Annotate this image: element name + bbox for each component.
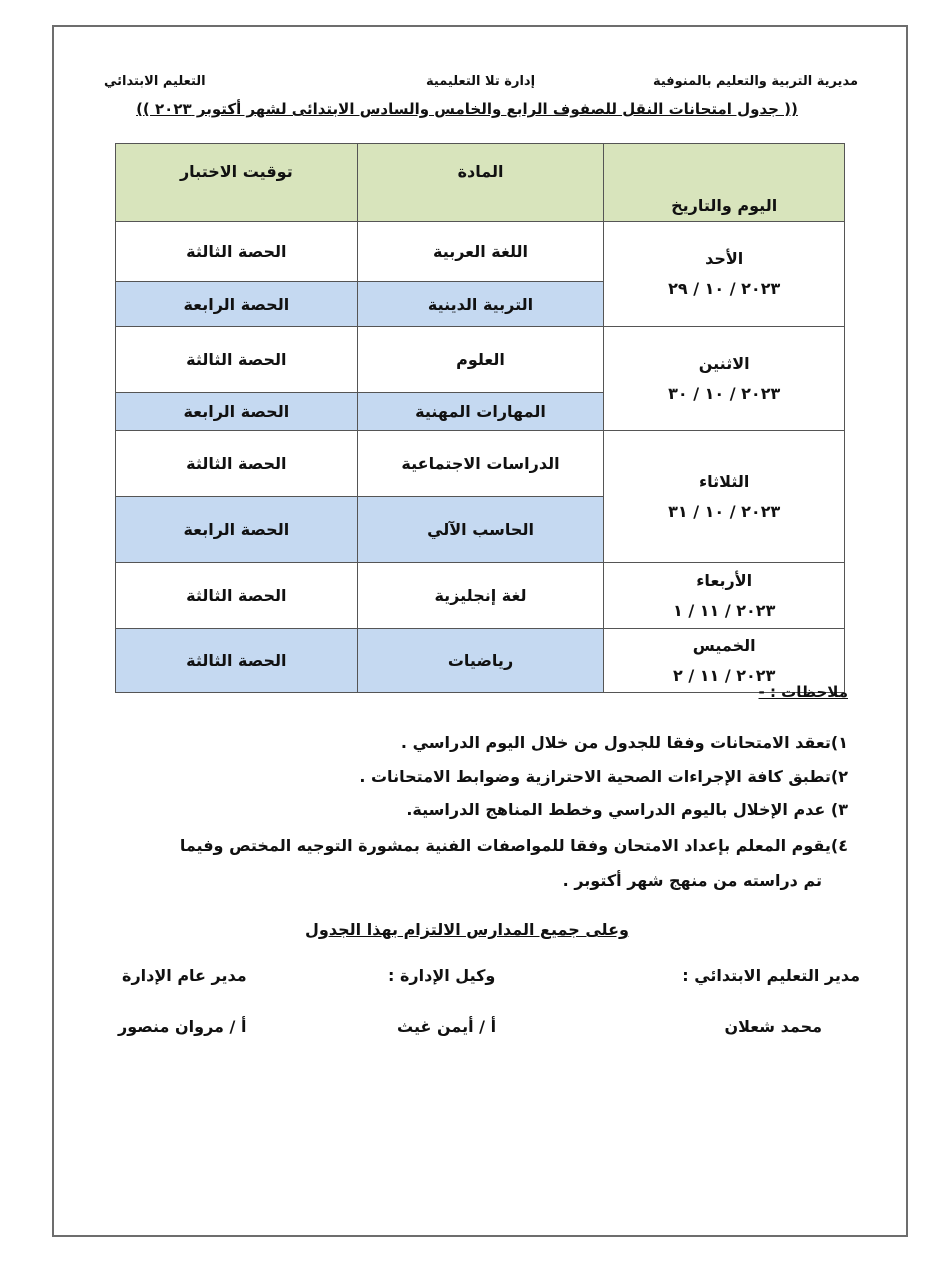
time-cell: الحصة الثالثة — [116, 222, 358, 282]
table-row — [116, 327, 845, 393]
subject-cell: الحاسب الآلي — [357, 497, 604, 563]
time-cell: الحصة الثالثة — [116, 327, 358, 393]
subject-cell: رياضيات — [357, 629, 604, 693]
day-date: ٢٠٢٣ / ١٠ / ٣١ — [668, 501, 781, 521]
deputy-title: وكيل الإدارة : — [388, 966, 496, 985]
subject-cell: اللغة العربية — [357, 222, 604, 282]
time-cell: الحصة الرابعة — [116, 497, 358, 563]
day-name: الأربعاء — [696, 570, 753, 590]
time-cell: الحصة الثالثة — [116, 629, 358, 693]
table-row — [116, 563, 845, 629]
notes-title: ملاحظات : - — [758, 683, 848, 701]
subject-cell: التربية الدينية — [357, 282, 604, 327]
primary-director-name: محمد شعلان — [724, 1017, 822, 1036]
header-subject: المادة — [357, 144, 604, 222]
day-name: الاثنين — [698, 353, 750, 373]
day-date: ٢٠٢٣ / ١٠ / ٣٠ — [668, 383, 781, 403]
subject-cell: المهارات المهنية — [357, 393, 604, 431]
header-administration: إدارة تلا التعليمية — [426, 74, 536, 89]
table-header-row — [116, 144, 845, 222]
subject-cell: الدراسات الاجتماعية — [357, 431, 604, 497]
note-item: ٤)يقوم المعلم بإعداد الامتحان وفقا للمواصفات الفنية بمشورة التوجيه المختص وفيما — [179, 836, 848, 855]
subject-cell: لغة إنجليزية — [357, 563, 604, 629]
day-cell — [604, 222, 845, 327]
header-time: توقيت الاختبار — [116, 144, 358, 222]
day-date: ٢٠٢٣ / ١١ / ١ — [673, 600, 776, 620]
table-row — [116, 431, 845, 497]
deputy-name: أ / أيمن غيث — [397, 1017, 497, 1036]
header-directorate: مديرية التربية والتعليم بالمنوفية — [652, 74, 858, 89]
note-item: ٣) عدم الإخلال باليوم الدراسي وخطط المناهج الدراسية. — [406, 800, 848, 819]
header-stage: التعليم الابتدائي — [104, 74, 206, 89]
day-date: ٢٠٢٣ / ١١ / ٢ — [673, 665, 776, 685]
note-item: ١)تعقد الامتحانات وفقا للجدول من خلال اليوم الدراسي . — [400, 733, 848, 752]
day-name: الأحد — [705, 249, 744, 268]
table-row — [116, 222, 845, 282]
time-cell: الحصة الثالثة — [116, 563, 358, 629]
day-cell — [604, 327, 845, 431]
primary-director-title: مدير التعليم الابتدائي : — [682, 966, 860, 985]
subject-cell: العلوم — [357, 327, 604, 393]
time-cell: الحصة الثالثة — [116, 431, 358, 497]
note-item: ٢)تطبق كافة الإجراءات الصحية الاحترازية وضوابط الامتحانات . — [359, 767, 848, 786]
note-item-continuation: تم دراسته من منهج شهر أكتوبر . — [562, 871, 822, 890]
closing-statement: وعلى جميع المدارس الالتزام بهذا الجدول — [305, 920, 629, 939]
day-name: الثلاثاء — [698, 471, 750, 491]
day-cell — [604, 431, 845, 563]
time-cell: الحصة الرابعة — [116, 393, 358, 431]
time-cell: الحصة الرابعة — [116, 282, 358, 327]
exam-schedule-table — [115, 143, 845, 693]
day-cell — [604, 563, 845, 629]
general-director-name: أ / مروان منصور — [118, 1017, 247, 1036]
day-date: ٢٠٢٣ / ١٠ / ٢٩ — [668, 279, 781, 298]
header-day-date: اليوم والتاريخ — [604, 144, 845, 222]
day-name: الخميس — [692, 635, 756, 655]
document-title: (( جدول امتحانات النقل للصفوف الرابع والخامس والسادس الابتدائى لشهر أكتوبر ٢٠٢٣ )) — [136, 100, 798, 118]
general-director-title: مدير عام الإدارة — [122, 966, 247, 985]
